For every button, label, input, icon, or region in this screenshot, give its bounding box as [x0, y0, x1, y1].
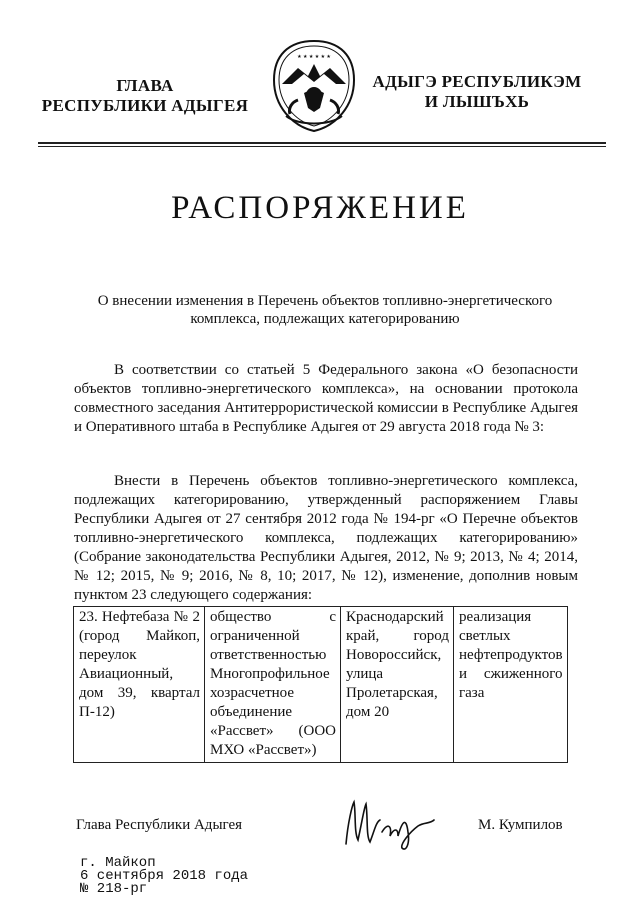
- activity-cell: реализация светлых нефтепродуктов и сжиженного газа: [454, 607, 568, 763]
- signatory-position: Глава Республики Адыгея: [76, 817, 243, 833]
- header-divider-thin: [38, 146, 606, 147]
- document-number: № 218-рг: [80, 881, 148, 897]
- issuer-right-header: [372, 72, 582, 112]
- operative-paragraph: [74, 472, 578, 605]
- object-name-cell: 23. Нефтебаза № 2 (город Майкоп, переулок Авиационный, дом 39, квартал П-12): [74, 607, 205, 763]
- republic-of-adygea-coat-of-arms-icon: [268, 38, 360, 134]
- table-row: [74, 607, 568, 763]
- amendment-table: [73, 606, 568, 763]
- document-subject: О внесении изменения в Перечень объектов топливно-энергетического комплекса, подлежащих категорированию: [97, 293, 553, 327]
- operator-cell: общество с ограниченной ответственностью Многопрофильное хозрасчетное объединение «Рассвет» (ООО МХО «Рассвет»): [205, 607, 341, 763]
- header-divider-thick: [38, 142, 606, 144]
- issuer-left-line2: РЕСПУБЛИКИ АДЫГЕЯ: [41, 96, 249, 115]
- preamble-paragraph: [74, 361, 578, 437]
- location-cell: Краснодарский край, город Новороссийск, улица Пролетарская, дом 20: [341, 607, 454, 763]
- issue-place: г. Майкоп: [80, 855, 156, 871]
- issuer-left-header: [40, 76, 250, 116]
- svg-text:★ ★ ★ ★ ★ ★: ★ ★ ★ ★ ★ ★: [297, 54, 331, 60]
- issue-date: 6 сентября 2018 года: [80, 868, 249, 884]
- preamble-text: В соответствии со статьей 5 Федерального закона «О безопасности объектов топливно-энергетического комплекса», на основании протокола совместного заседания Антитеррористической комиссии в Республике Адыгея и Оперативного штаба в Республике Адыгея от 29 августа 2018 года № 3:: [74, 362, 578, 435]
- issuer-right-line1: АДЫГЭ РЕСПУБЛИКЭМ: [372, 72, 582, 91]
- issuer-right-line2: И ЛЫШЪХЬ: [424, 92, 530, 111]
- issuer-left-line1: ГЛАВА: [116, 76, 174, 95]
- document-title: РАСПОРЯЖЕНИЕ: [171, 190, 469, 226]
- signatory-name: М. Кумпилов: [478, 817, 563, 833]
- handwritten-signature-icon: [340, 792, 440, 854]
- operative-text: Внести в Перечень объектов топливно-энергетического комплекса, подлежащих категорированию, утвержденный распоряжением Главы Республики Адыгея от 27 сентября 2012 года № 194-рг «О Перечне объектов топливно-энергетического комплекса, подлежащих категорированию» (Собрание законодательства Республики Адыгея, 2012, № 9; 2013, № 4; 2014, № 12; 2015, № 9; 2016, № 8, 10; 2017, № 12), изменение, дополнив новым пунктом 23 следующего содержания:: [74, 473, 578, 603]
